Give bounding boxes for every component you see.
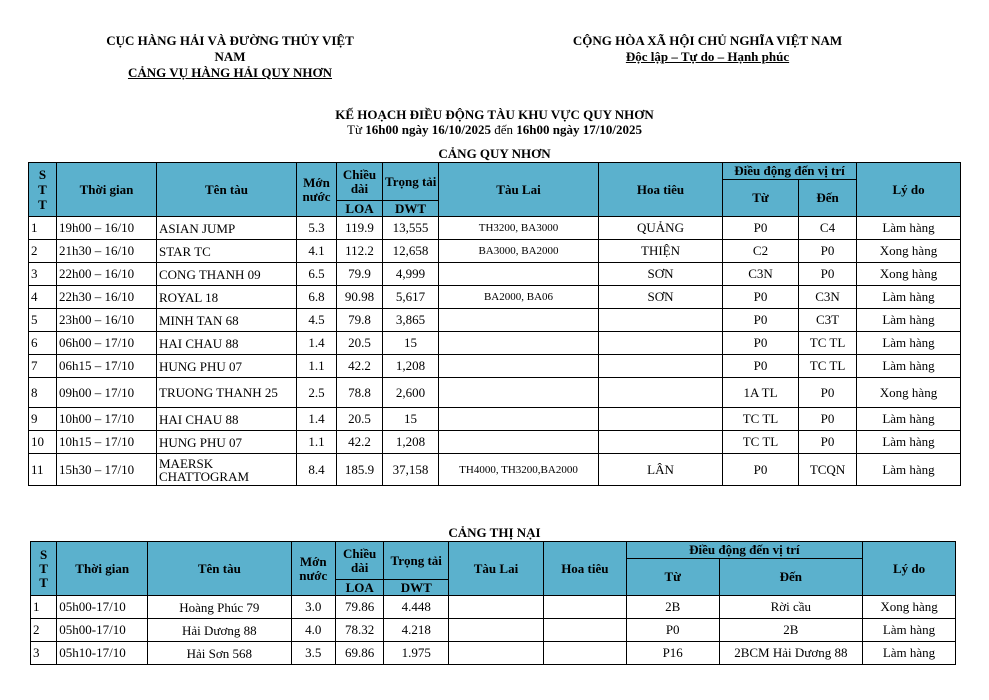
header-draft: Mớn nước — [297, 163, 337, 217]
cell-pilot — [599, 431, 723, 454]
cell-ship: Hải Dương 88 — [148, 619, 291, 642]
cell-stt: 7 — [29, 355, 57, 378]
header-loa-2: LOA — [335, 580, 383, 596]
header-time-2: Thời gian — [57, 542, 148, 596]
header-loa: LOA — [337, 201, 383, 217]
cell-tug — [439, 309, 599, 332]
table-row — [29, 309, 961, 332]
cell-tug — [439, 431, 599, 454]
cell-to: P0 — [799, 240, 857, 263]
cell-dwt: 15 — [383, 408, 439, 431]
cell-to: TCQN — [799, 454, 857, 486]
cell-time: 06h15 – 17/10 — [57, 355, 157, 378]
cell-loa: 79.9 — [337, 263, 383, 286]
cell-tug — [449, 619, 544, 642]
cell-pilot: SƠN — [599, 263, 723, 286]
cell-pilot: SƠN — [599, 286, 723, 309]
table-row — [29, 217, 961, 240]
header-ship: Tên tàu — [157, 163, 297, 217]
cell-draft: 1.4 — [297, 332, 337, 355]
document-title: KẾ HOẠCH ĐIỀU ĐỘNG TÀU KHU VỰC QUY NHƠN — [335, 107, 654, 122]
cell-loa: 112.2 — [337, 240, 383, 263]
cell-tug: BA3000, BA2000 — [439, 240, 599, 263]
cell-stt: 9 — [29, 408, 57, 431]
cell-to: P0 — [799, 263, 857, 286]
cell-tug — [449, 642, 544, 665]
cell-draft: 4.0 — [291, 619, 335, 642]
cell-from: C2 — [723, 240, 799, 263]
cell-draft: 1.4 — [297, 408, 337, 431]
header-from-2: Từ — [626, 559, 719, 596]
cell-tug — [439, 408, 599, 431]
cell-reason: Xong hàng — [863, 596, 956, 619]
cell-draft: 6.5 — [297, 263, 337, 286]
cell-from: P0 — [723, 309, 799, 332]
header-dwt: DWT — [383, 201, 439, 217]
cell-to: C3N — [799, 286, 857, 309]
cell-tug — [439, 332, 599, 355]
cell-draft: 4.1 — [297, 240, 337, 263]
cell-tug — [439, 263, 599, 286]
cell-loa: 20.5 — [337, 408, 383, 431]
cell-dwt: 1,208 — [383, 355, 439, 378]
cell-time: 19h00 – 16/10 — [57, 217, 157, 240]
cell-pilot — [599, 332, 723, 355]
cell-from: P0 — [626, 619, 719, 642]
cell-tug — [439, 355, 599, 378]
cell-dwt: 4.218 — [384, 619, 449, 642]
cell-from: 1A TL — [723, 378, 799, 408]
table-row — [31, 619, 956, 642]
header-draft-2: Mớn nước — [291, 542, 335, 596]
cell-time: 05h10-17/10 — [57, 642, 148, 665]
cell-stt: 1 — [31, 596, 57, 619]
header-dwt-2: DWT — [384, 580, 449, 596]
national-header — [555, 33, 860, 65]
cell-loa: 69.86 — [335, 642, 383, 665]
cell-dwt: 5,617 — [383, 286, 439, 309]
cell-stt: 1 — [29, 217, 57, 240]
cell-time: 05h00-17/10 — [57, 619, 148, 642]
cell-from: P16 — [626, 642, 719, 665]
cell-from: TC TL — [723, 431, 799, 454]
agency-name: CỤC HÀNG HẢI VÀ ĐƯỜNG THỦY VIỆT NAM — [106, 33, 354, 64]
cell-time: 22h00 – 16/10 — [57, 263, 157, 286]
cell-pilot — [543, 596, 626, 619]
cell-to: TC TL — [799, 355, 857, 378]
header-tonnage: Trọng tải — [383, 163, 439, 201]
header-pilot: Hoa tiêu — [599, 163, 723, 217]
section-title-quy-nhon: CẢNG QUY NHƠN — [438, 146, 551, 161]
cell-dwt: 4.448 — [384, 596, 449, 619]
header-length: Chiều dài — [337, 163, 383, 201]
section-title-thi-nai: CẢNG THỊ NẠI — [448, 525, 541, 540]
cell-draft: 6.8 — [297, 286, 337, 309]
cell-dwt: 13,555 — [383, 217, 439, 240]
national-motto: Độc lập – Tự do – Hạnh phúc — [625, 49, 790, 64]
cell-pilot: THIỆN — [599, 240, 723, 263]
cell-pilot: QUẢNG — [599, 217, 723, 240]
header-to: Đến — [799, 180, 857, 217]
schedule-table-quy-nhon — [28, 162, 961, 486]
cell-loa: 79.8 — [337, 309, 383, 332]
cell-pilot — [543, 619, 626, 642]
table-row — [29, 454, 961, 486]
cell-time: 06h00 – 17/10 — [57, 332, 157, 355]
table-row — [29, 332, 961, 355]
header-ship-2: Tên tàu — [148, 542, 291, 596]
cell-reason: Làm hàng — [857, 286, 961, 309]
cell-loa: 79.86 — [335, 596, 383, 619]
header-tug-2: Tàu Lai — [449, 542, 544, 596]
cell-dwt: 4,999 — [383, 263, 439, 286]
cell-ship: TRUONG THANH 25 — [157, 378, 297, 408]
cell-to: 2B — [719, 619, 862, 642]
cell-draft: 8.4 — [297, 454, 337, 486]
cell-from: TC TL — [723, 408, 799, 431]
cell-stt: 4 — [29, 286, 57, 309]
cell-pilot — [599, 378, 723, 408]
cell-ship: HAI CHAU 88 — [157, 408, 297, 431]
cell-stt: 2 — [31, 619, 57, 642]
header-from: Từ — [723, 180, 799, 217]
cell-time: 10h00 – 17/10 — [57, 408, 157, 431]
table-row — [29, 355, 961, 378]
cell-reason: Xong hàng — [857, 240, 961, 263]
cell-to: P0 — [799, 378, 857, 408]
cell-loa: 42.2 — [337, 431, 383, 454]
cell-time: 22h30 – 16/10 — [57, 286, 157, 309]
table-row — [29, 408, 961, 431]
cell-time: 23h00 – 16/10 — [57, 309, 157, 332]
cell-reason: Làm hàng — [857, 355, 961, 378]
cell-loa: 78.32 — [335, 619, 383, 642]
cell-dwt: 3,865 — [383, 309, 439, 332]
cell-ship: HUNG PHU 07 — [157, 431, 297, 454]
table-row — [29, 286, 961, 309]
cell-to: C4 — [799, 217, 857, 240]
cell-draft: 3.0 — [291, 596, 335, 619]
header-reason-2: Lý do — [863, 542, 956, 596]
cell-loa: 119.9 — [337, 217, 383, 240]
cell-tug: BA2000, BA06 — [439, 286, 599, 309]
header-move: Điều động đến vị trí — [723, 163, 857, 180]
header-move-2: Điều động đến vị trí — [626, 542, 862, 559]
cell-loa: 20.5 — [337, 332, 383, 355]
cell-pilot: LÂN — [599, 454, 723, 486]
header-length-2: Chiều dài — [335, 542, 383, 580]
cell-to: TC TL — [799, 332, 857, 355]
cell-from: P0 — [723, 217, 799, 240]
cell-tug — [439, 378, 599, 408]
cell-time: 10h15 – 17/10 — [57, 431, 157, 454]
cell-dwt: 15 — [383, 332, 439, 355]
cell-time: 15h30 – 17/10 — [57, 454, 157, 486]
header-stt: S T T — [29, 163, 57, 217]
cell-reason: Xong hàng — [857, 263, 961, 286]
cell-reason: Làm hàng — [857, 309, 961, 332]
cell-dwt: 2,600 — [383, 378, 439, 408]
cell-tug: TH4000, TH3200,BA2000 — [439, 454, 599, 486]
cell-loa: 42.2 — [337, 355, 383, 378]
cell-ship: Hoàng Phúc 79 — [148, 596, 291, 619]
table-row — [29, 378, 961, 408]
cell-to: P0 — [799, 431, 857, 454]
header-stt-2: S T T — [31, 542, 57, 596]
table-row — [29, 431, 961, 454]
cell-stt: 8 — [29, 378, 57, 408]
cell-reason: Xong hàng — [857, 378, 961, 408]
cell-dwt: 37,158 — [383, 454, 439, 486]
cell-stt: 11 — [29, 454, 57, 486]
table-row — [29, 263, 961, 286]
port-authority-name: CẢNG VỤ HÀNG HẢI QUY NHƠN — [127, 65, 333, 80]
schedule-table-thi-nai — [30, 541, 956, 665]
cell-loa: 185.9 — [337, 454, 383, 486]
cell-pilot — [543, 642, 626, 665]
header-time: Thời gian — [57, 163, 157, 217]
cell-ship: Hải Sơn 568 — [148, 642, 291, 665]
cell-reason: Làm hàng — [857, 217, 961, 240]
national-name: CỘNG HÒA XÃ HỘI CHỦ NGHĨA VIỆT NAM — [572, 33, 843, 48]
cell-from: C3N — [723, 263, 799, 286]
cell-from: P0 — [723, 454, 799, 486]
cell-reason: Làm hàng — [857, 332, 961, 355]
cell-ship: HUNG PHU 07 — [157, 355, 297, 378]
header-tug: Tàu Lai — [439, 163, 599, 217]
cell-reason: Làm hàng — [857, 454, 961, 486]
cell-loa: 78.8 — [337, 378, 383, 408]
cell-from: 2B — [626, 596, 719, 619]
cell-draft: 2.5 — [297, 378, 337, 408]
document-period: Từ 16h00 ngày 16/10/2025 đến 16h00 ngày 17/10/2025 — [347, 122, 642, 137]
cell-stt: 3 — [29, 263, 57, 286]
cell-from: P0 — [723, 355, 799, 378]
cell-dwt: 1.975 — [384, 642, 449, 665]
cell-dwt: 1,208 — [383, 431, 439, 454]
cell-ship: STAR TC — [157, 240, 297, 263]
cell-draft: 5.3 — [297, 217, 337, 240]
cell-reason: Làm hàng — [863, 619, 956, 642]
cell-reason: Làm hàng — [863, 642, 956, 665]
header-to-2: Đến — [719, 559, 862, 596]
table-row — [29, 240, 961, 263]
cell-ship: MINH TAN 68 — [157, 309, 297, 332]
header-pilot-2: Hoa tiêu — [543, 542, 626, 596]
cell-stt: 6 — [29, 332, 57, 355]
cell-ship: ASIAN JUMP — [157, 217, 297, 240]
cell-pilot — [599, 355, 723, 378]
header-tonnage-2: Trọng tải — [384, 542, 449, 580]
cell-from: P0 — [723, 332, 799, 355]
header-reason: Lý do — [857, 163, 961, 217]
cell-draft: 3.5 — [291, 642, 335, 665]
cell-to: P0 — [799, 408, 857, 431]
cell-stt: 3 — [31, 642, 57, 665]
cell-loa: 90.98 — [337, 286, 383, 309]
cell-reason: Làm hàng — [857, 408, 961, 431]
cell-ship: ROYAL 18 — [157, 286, 297, 309]
cell-time: 21h30 – 16/10 — [57, 240, 157, 263]
cell-stt: 5 — [29, 309, 57, 332]
cell-time: 05h00-17/10 — [57, 596, 148, 619]
cell-to: C3T — [799, 309, 857, 332]
cell-draft: 4.5 — [297, 309, 337, 332]
cell-tug — [449, 596, 544, 619]
cell-ship: MAERSK CHATTOGRAM — [157, 454, 297, 486]
cell-reason: Làm hàng — [857, 431, 961, 454]
cell-dwt: 12,658 — [383, 240, 439, 263]
table-row — [31, 596, 956, 619]
cell-stt: 10 — [29, 431, 57, 454]
cell-ship: CONG THANH 09 — [157, 263, 297, 286]
cell-draft: 1.1 — [297, 431, 337, 454]
table-row — [31, 642, 956, 665]
cell-tug: TH3200, BA3000 — [439, 217, 599, 240]
cell-stt: 2 — [29, 240, 57, 263]
cell-to: 2BCM Hải Dương 88 — [719, 642, 862, 665]
cell-pilot — [599, 309, 723, 332]
cell-pilot — [599, 408, 723, 431]
cell-time: 09h00 – 17/10 — [57, 378, 157, 408]
cell-to: Rời cầu — [719, 596, 862, 619]
agency-header — [90, 33, 370, 81]
cell-ship: HAI CHAU 88 — [157, 332, 297, 355]
cell-from: P0 — [723, 286, 799, 309]
cell-draft: 1.1 — [297, 355, 337, 378]
